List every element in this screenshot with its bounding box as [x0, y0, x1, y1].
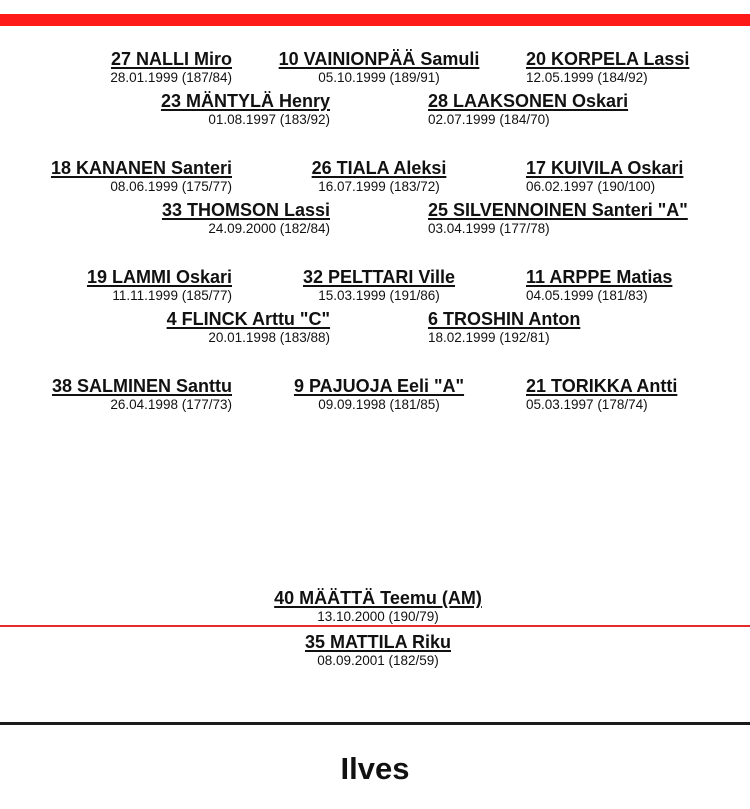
player-name-link[interactable]: 23 MÄNTYLÄ Henry: [160, 91, 330, 111]
player-name-link[interactable]: 17 KUIVILA Oskari: [526, 158, 684, 178]
player-name-link[interactable]: 38 SALMINEN Santtu: [51, 376, 232, 396]
player-info: 12.05.1999 (184/92): [526, 70, 648, 85]
player-info: 09.09.1998 (181/85): [318, 397, 440, 412]
player-card: [161, 91, 330, 128]
player-card: [110, 49, 232, 86]
player-card: [428, 200, 688, 237]
player-card: [526, 158, 683, 195]
goalie-card: [0, 632, 750, 669]
goalie-info: 08.09.2001 (182/59): [317, 653, 439, 668]
player-info: 20.01.1998 (183/88): [208, 330, 330, 345]
team-name: Ilves: [340, 751, 410, 786]
player-name-link[interactable]: 6 TROSHIN Anton: [428, 309, 581, 329]
player-info: 15.03.1999 (191/86): [318, 288, 440, 303]
player-name-link[interactable]: 21 TORIKKA Antti: [526, 376, 678, 396]
player-card: [162, 200, 330, 237]
player-card: [526, 376, 677, 413]
player-info: 03.04.1999 (177/78): [428, 221, 550, 236]
goalie-divider: [0, 625, 750, 627]
player-info: 08.06.1999 (175/77): [110, 179, 232, 194]
player-card: [265, 376, 493, 413]
player-card: [87, 267, 232, 304]
player-name-link[interactable]: 9 PAJUOJA Eeli "A": [293, 376, 465, 396]
player-info: 02.07.1999 (184/70): [428, 112, 550, 127]
player-info: 05.10.1999 (189/91): [318, 70, 440, 85]
player-info: 28.01.1999 (187/84): [110, 70, 232, 85]
player-name-link[interactable]: 32 PELTTARI Ville: [302, 267, 456, 287]
player-name-link[interactable]: 33 THOMSON Lassi: [161, 200, 330, 220]
goalie-name-link[interactable]: 35 MATTILA Riku: [304, 632, 451, 652]
player-card: [265, 49, 493, 86]
player-name-link[interactable]: 10 VAINIONPÄÄ Samuli: [278, 49, 480, 69]
top-accent-bar: [0, 14, 750, 26]
player-name-link[interactable]: 11 ARPPE Matias: [526, 267, 673, 287]
player-name-link[interactable]: 18 KANANEN Santeri: [50, 158, 232, 178]
player-name-link[interactable]: 28 LAAKSONEN Oskari: [428, 91, 629, 111]
player-card: [526, 49, 689, 86]
player-name-link[interactable]: 20 KORPELA Lassi: [526, 49, 690, 69]
footer-divider: [0, 722, 750, 725]
player-info: 05.03.1997 (178/74): [526, 397, 648, 412]
player-info: 04.05.1999 (181/83): [526, 288, 648, 303]
player-info: 01.08.1997 (183/92): [208, 112, 330, 127]
player-info: 26.04.1998 (177/73): [110, 397, 232, 412]
player-name-link[interactable]: 19 LAMMI Oskari: [86, 267, 232, 287]
goalie-card: [0, 588, 750, 625]
player-card: [52, 376, 232, 413]
player-card: [265, 267, 493, 304]
player-card: [167, 309, 330, 346]
player-name-link[interactable]: 27 NALLI Miro: [110, 49, 232, 69]
player-card: [265, 158, 493, 195]
player-name-link[interactable]: 26 TIALA Aleksi: [311, 158, 447, 178]
player-info: 24.09.2000 (182/84): [208, 221, 330, 236]
player-card: [428, 309, 580, 346]
player-name-link[interactable]: 4 FLINCK Arttu "C": [166, 309, 330, 329]
player-card: [428, 91, 628, 128]
player-info: 11.11.1999 (185/77): [112, 288, 232, 303]
player-info: 06.02.1997 (190/100): [526, 179, 656, 194]
player-info: 16.07.1999 (183/72): [318, 179, 440, 194]
goalie-info: 13.10.2000 (190/79): [317, 609, 439, 624]
player-card: [51, 158, 232, 195]
player-card: [526, 267, 672, 304]
goalie-name-link[interactable]: 40 MÄÄTTÄ Teemu (AM): [274, 588, 482, 608]
player-name-link[interactable]: 25 SILVENNOINEN Santeri "A": [428, 200, 688, 220]
player-info: 18.02.1999 (192/81): [428, 330, 550, 345]
